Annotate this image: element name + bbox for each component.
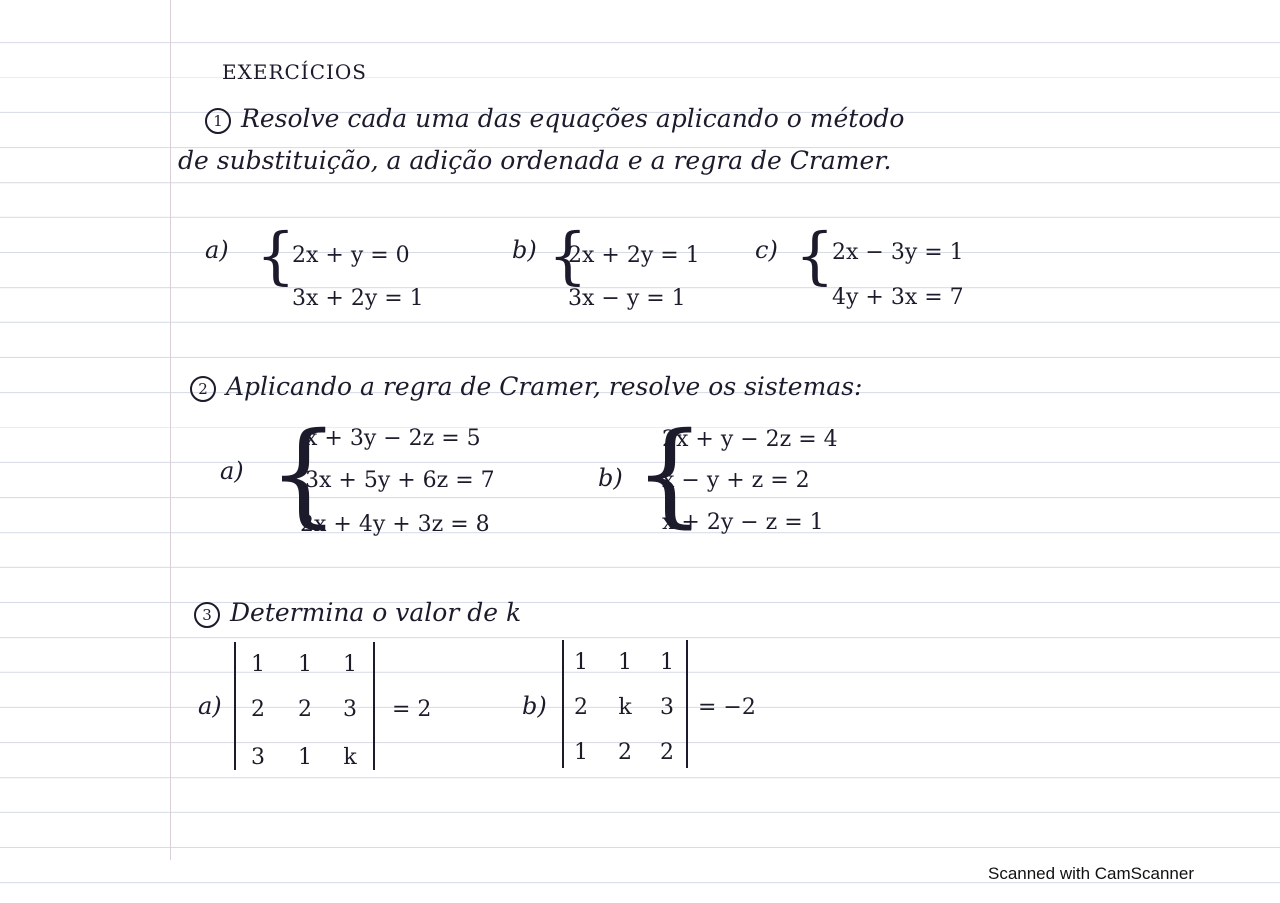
matrix-cell: 2 [251, 697, 265, 722]
q3-b-det-bar-right [686, 640, 688, 768]
matrix-cell: 1 [343, 652, 357, 677]
matrix-cell: 1 [618, 650, 632, 675]
q1-a-eq1: 2x + y = 0 [292, 243, 410, 268]
matrix-cell: 2 [574, 695, 588, 720]
q1-c-brace: { [795, 219, 835, 292]
matrix-cell: 1 [251, 652, 265, 677]
q1-b-label: b) [512, 236, 537, 264]
q2-a-eq2: 3x + 5y + 6z = 7 [305, 468, 495, 493]
q3-a-det-bar-left [234, 642, 236, 770]
matrix-cell: 2 [660, 740, 674, 765]
q2-a-eq1: x + 3y − 2z = 5 [305, 426, 481, 451]
q1-number: 1 [205, 108, 231, 134]
matrix-cell: 1 [574, 740, 588, 765]
matrix-cell: 1 [298, 652, 312, 677]
scanner-watermark: Scanned with CamScanner [987, 864, 1194, 883]
q2-a-label: a) [220, 457, 244, 485]
q3-b-result: = −2 [698, 695, 756, 720]
q2-b-eq3: x + 2y − z = 1 [662, 510, 824, 535]
q1-c-label: c) [755, 236, 778, 264]
page-title: EXERCÍCIOS [222, 60, 367, 84]
q1-b-brace: { [548, 219, 588, 292]
q1-a-label: a) [205, 236, 229, 264]
matrix-cell: 3 [343, 697, 357, 722]
q1-text-line1: Resolve cada uma das equações aplicando o método [241, 104, 905, 133]
q2-line [190, 372, 862, 402]
q2-b-brace: { [634, 409, 706, 539]
matrix-cell: 2 [618, 740, 632, 765]
q1-b-eq2: 3x − y = 1 [568, 286, 686, 311]
q1-b-eq1: 2x + 2y = 1 [568, 243, 700, 268]
matrix-cell: 3 [251, 745, 265, 770]
q3-text: Determina o valor de k [230, 598, 522, 627]
matrix-cell: k [343, 745, 357, 770]
q2-b-label: b) [598, 464, 623, 492]
q1-c-eq1: 2x − 3y = 1 [832, 240, 964, 265]
q2-text: Aplicando a regra de Cramer, resolve os sistemas: [226, 372, 863, 401]
q2-a-brace: { [268, 409, 340, 539]
matrix-cell: 1 [298, 745, 312, 770]
q2-number: 2 [190, 376, 216, 402]
margin-line [170, 0, 171, 860]
q2-b-eq2: x − y + z = 2 [662, 468, 810, 493]
q2-a-eq3: 2x + 4y + 3z = 8 [300, 512, 490, 537]
matrix-cell: 2 [298, 697, 312, 722]
q3-a-det-bar-right [373, 642, 375, 770]
matrix-cell: 1 [660, 650, 674, 675]
q3-a-result: = 2 [392, 697, 432, 722]
q3-b-label: b) [522, 692, 547, 720]
q3-b-det-bar-left [562, 640, 564, 768]
q3-line [194, 598, 521, 628]
q1-line1 [205, 104, 904, 134]
q1-text-line2: de substituição, a adição ordenada e a regra de Cramer. [178, 146, 892, 175]
matrix-cell: k [618, 695, 632, 720]
q3-number: 3 [194, 602, 220, 628]
q1-a-brace: { [256, 219, 296, 292]
q1-a-eq2: 3x + 2y = 1 [292, 286, 424, 311]
matrix-cell: 3 [660, 695, 674, 720]
q1-c-eq2: 4y + 3x = 7 [832, 285, 964, 310]
matrix-cell: 1 [574, 650, 588, 675]
q3-a-label: a) [198, 692, 222, 720]
q2-b-eq1: 2x + y − 2z = 4 [662, 427, 838, 452]
